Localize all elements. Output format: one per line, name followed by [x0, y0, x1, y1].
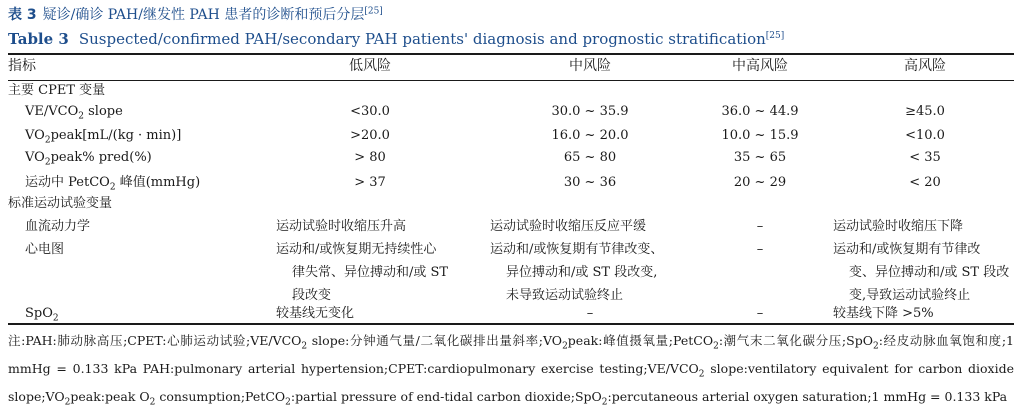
- row-ve-vco2-label: $VE/VCO_2$ slope: [25, 104, 123, 122]
- caption-cn: [8, 4, 383, 24]
- row-ve-vco2-mid: 30.0 ~ 35.9: [551, 104, 629, 119]
- caption-en: [8, 30, 784, 48]
- row-ecg-high-line2: 变、异位搏动和/或 ST 段改: [849, 265, 1010, 280]
- table-header-rule: [8, 80, 1014, 81]
- row-spo2-low: 较基线无变化: [276, 306, 355, 321]
- caption-en-title: Suspected/confirmed PAH/secondary PAH patients' diagnosis and prognostic stratification: [78, 30, 766, 48]
- table-footnote: 注:PAH:肺动脉高压;CPET:心肺运动试验$;VE/VCO_2$ slope:分钟通气量/二氧化碳排出量斜率$;VO_2peak$:峰值摄氧量;PetCO$_2$:潮气末二氧化碳分压;SpO$_2$:经皮动脉血氧饱和度;1 mmHg = 0.133 kPa PAH:pulmonary arterial hypertension;CPET:cardiopulmonary exercise $testing;VE/VCO_2$ slope:ventilatory equivalent for carbon dioxide $slope;VO_2peak:peak$ $O_2$ consumption;PetCO$_2$:partial pressure of end-tidal carbon dioxide;SpO$_2$:percutaneous arterial oxygen saturation;1 mmHg = 0.133 kPa: [8, 333, 1014, 408]
- caption-cn-title: 疑诊/确诊 PAH/继发性 PAH 患者的诊断和预后分层: [42, 7, 365, 23]
- row-petco2-low: > 37: [354, 175, 386, 190]
- row-vo2pred-label: $VO_2peak\%$ pred(%): [25, 150, 152, 168]
- row-vo2pred-high: < 35: [909, 150, 941, 165]
- row-vo2peak-high: <10.0: [905, 128, 945, 143]
- caption-cn-ref: [25]: [364, 6, 383, 17]
- caption-cn-label: 表 3: [8, 7, 37, 23]
- row-vo2peak-label: $VO_2peak[mL/(kg \cdot \min)]$: [25, 128, 182, 146]
- row-spo2-midhigh: –: [756, 306, 764, 321]
- row-petco2-label: 运动中 PetCO$_2$ 峰值(mmHg): [25, 175, 201, 193]
- row-vo2peak-low: >20.0: [350, 128, 390, 143]
- row-hemo-high: 运动试验时收缩压下降: [833, 219, 964, 234]
- row-hemo-low: 运动试验时收缩压升高: [276, 219, 407, 234]
- row-spo2-mid: –: [586, 306, 594, 321]
- row-hemo-mid: 运动试验时收缩压反应平缓: [490, 219, 647, 234]
- row-petco2-mid: 30 ~ 36: [563, 175, 617, 190]
- caption-en-label: Table 3: [8, 30, 69, 48]
- header-low-risk: 低风险: [349, 58, 391, 74]
- row-vo2pred-low: > 80: [354, 150, 386, 165]
- row-hemo-label: 血流动力学: [25, 219, 91, 234]
- header-indicator: 指标: [8, 58, 36, 74]
- row-ecg-high-line3: 变,导致运动试验终止: [849, 288, 971, 303]
- section-main-cpet: 主要 CPET 变量: [8, 83, 106, 98]
- row-spo2-high: 较基线下降 >5%: [833, 306, 934, 321]
- caption-en-ref: [25]: [765, 31, 785, 41]
- section-standard-exercise: 标准运动试验变量: [8, 196, 113, 211]
- row-ecg-mid-line3: 未导致运动试验终止: [506, 288, 624, 303]
- row-ve-vco2-midhigh: 36.0 ~ 44.9: [721, 104, 799, 119]
- row-ecg-mid-line2: 异位搏动和/或 ST 段改变,: [506, 265, 658, 280]
- row-ecg-low-line3: 段改变: [292, 288, 332, 303]
- header-midhigh-risk: 中高风险: [732, 58, 788, 74]
- row-petco2-midhigh: 20 ~ 29: [733, 175, 787, 190]
- row-vo2pred-midhigh: 35 ~ 65: [733, 150, 787, 165]
- row-hemo-midhigh: –: [756, 219, 764, 234]
- table-top-rule: [8, 53, 1014, 55]
- row-ecg-midhigh: –: [756, 242, 764, 257]
- table-bottom-rule: [8, 323, 1014, 325]
- row-vo2peak-mid: 16.0 ~ 20.0: [551, 128, 629, 143]
- row-ecg-high-line1: 运动和/或恢复期有节律改: [833, 242, 981, 257]
- row-vo2peak-midhigh: 10.0 ~ 15.9: [721, 128, 799, 143]
- row-vo2pred-mid: 65 ~ 80: [563, 150, 617, 165]
- row-spo2-label: SpO$_2$: [25, 306, 59, 324]
- row-ve-vco2-low: <30.0: [350, 104, 390, 119]
- row-ve-vco2-high: ≥45.0: [905, 104, 945, 119]
- row-petco2-high: < 20: [909, 175, 941, 190]
- header-mid-risk: 中风险: [569, 58, 611, 74]
- row-ecg-mid-line1: 运动和/或恢复期有节律改变、: [490, 242, 664, 257]
- header-high-risk: 高风险: [904, 58, 946, 74]
- row-ecg-low-line1: 运动和/或恢复期无持续性心: [276, 242, 437, 257]
- row-ecg-low-line2: 律失常、异位搏动和/或 ST: [292, 265, 449, 280]
- row-ecg-label: 心电图: [25, 242, 65, 257]
